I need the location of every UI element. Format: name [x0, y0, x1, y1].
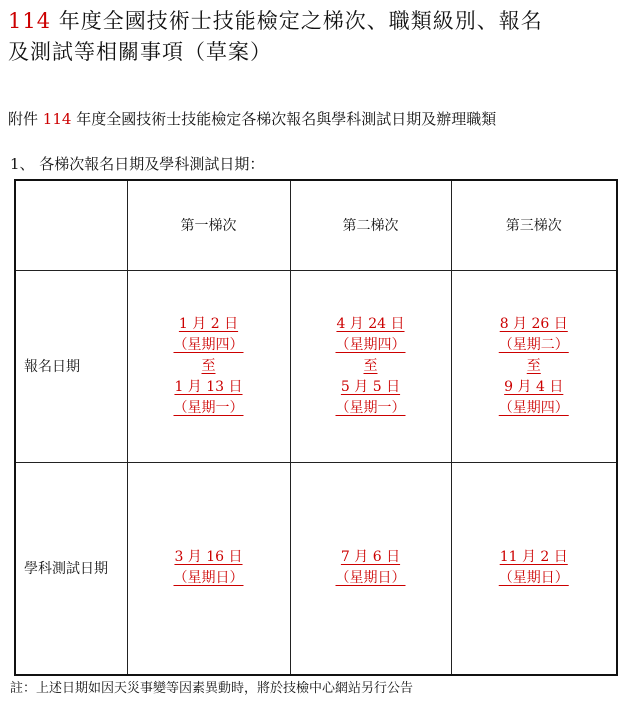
- registration-cell-batch-3: [451, 270, 617, 462]
- reg-to: 至: [201, 357, 216, 374]
- reg-start-weekday: （星期二）: [498, 336, 569, 353]
- test-date: 11 月 2 日: [499, 549, 568, 566]
- reg-end-date: 9 月 4 日: [504, 378, 564, 395]
- schedule-table: [14, 179, 618, 676]
- column-header-batch-3: 第三梯次: [451, 180, 617, 270]
- attachment-caption: [8, 109, 635, 129]
- test-weekday: （星期日）: [335, 570, 406, 587]
- reg-start-weekday: （星期四）: [173, 336, 244, 353]
- reg-start-weekday: （星期四）: [335, 336, 406, 353]
- row-header-registration: 報名日期: [15, 270, 127, 462]
- registration-cell-batch-1: [127, 270, 290, 462]
- document-title: [8, 6, 628, 68]
- corner-cell: [15, 180, 127, 270]
- table-row-registration: [15, 270, 617, 462]
- table-header-row: [15, 180, 617, 270]
- test-date: 3 月 16 日: [174, 549, 243, 566]
- reg-end-weekday: （星期四）: [498, 399, 569, 416]
- test-cell-batch-2: [290, 462, 451, 675]
- title-year: 114: [8, 9, 52, 33]
- test-weekday: （星期日）: [173, 570, 244, 587]
- table-row-written-test: [15, 462, 617, 675]
- reg-start-date: 8 月 26 日: [499, 315, 568, 332]
- reg-end-weekday: （星期一）: [173, 399, 244, 416]
- title-text-1: 年度全國技術士技能檢定之梯次、職類級別、報名: [51, 9, 543, 33]
- test-cell-batch-1: [127, 462, 290, 675]
- column-header-batch-2: 第二梯次: [290, 180, 451, 270]
- attachment-text: 年度全國技術士技能檢定各梯次報名與學科測試日期及辦理職類: [71, 110, 497, 128]
- reg-to: 至: [363, 357, 378, 374]
- test-cell-batch-3: [451, 462, 617, 675]
- registration-cell-batch-2: [290, 270, 451, 462]
- test-date: 7 月 6 日: [340, 549, 401, 566]
- reg-start-date: 4 月 24 日: [336, 315, 405, 332]
- reg-end-date: 1 月 13 日: [174, 378, 243, 395]
- reg-end-weekday: （星期一）: [335, 399, 406, 416]
- test-weekday: （星期日）: [498, 570, 569, 587]
- attachment-year: 114: [42, 110, 72, 128]
- reg-start-date: 1 月 2 日: [178, 315, 239, 332]
- footnote: 註：上述日期如因天災事變等因素異動時，將於技檢中心網站另行公告: [10, 681, 414, 696]
- column-header-batch-1: 第一梯次: [127, 180, 290, 270]
- section-heading: 1、 各梯次報名日期及學科測試日期：: [10, 155, 265, 173]
- attachment-prefix: 附件: [8, 110, 43, 128]
- row-header-written-test: 學科測試日期: [15, 462, 127, 675]
- title-line-1: [8, 6, 628, 37]
- title-line-2: 及測試等相關事項（草案）: [8, 40, 272, 64]
- reg-to: 至: [526, 357, 541, 374]
- reg-end-date: 5 月 5 日: [340, 378, 401, 395]
